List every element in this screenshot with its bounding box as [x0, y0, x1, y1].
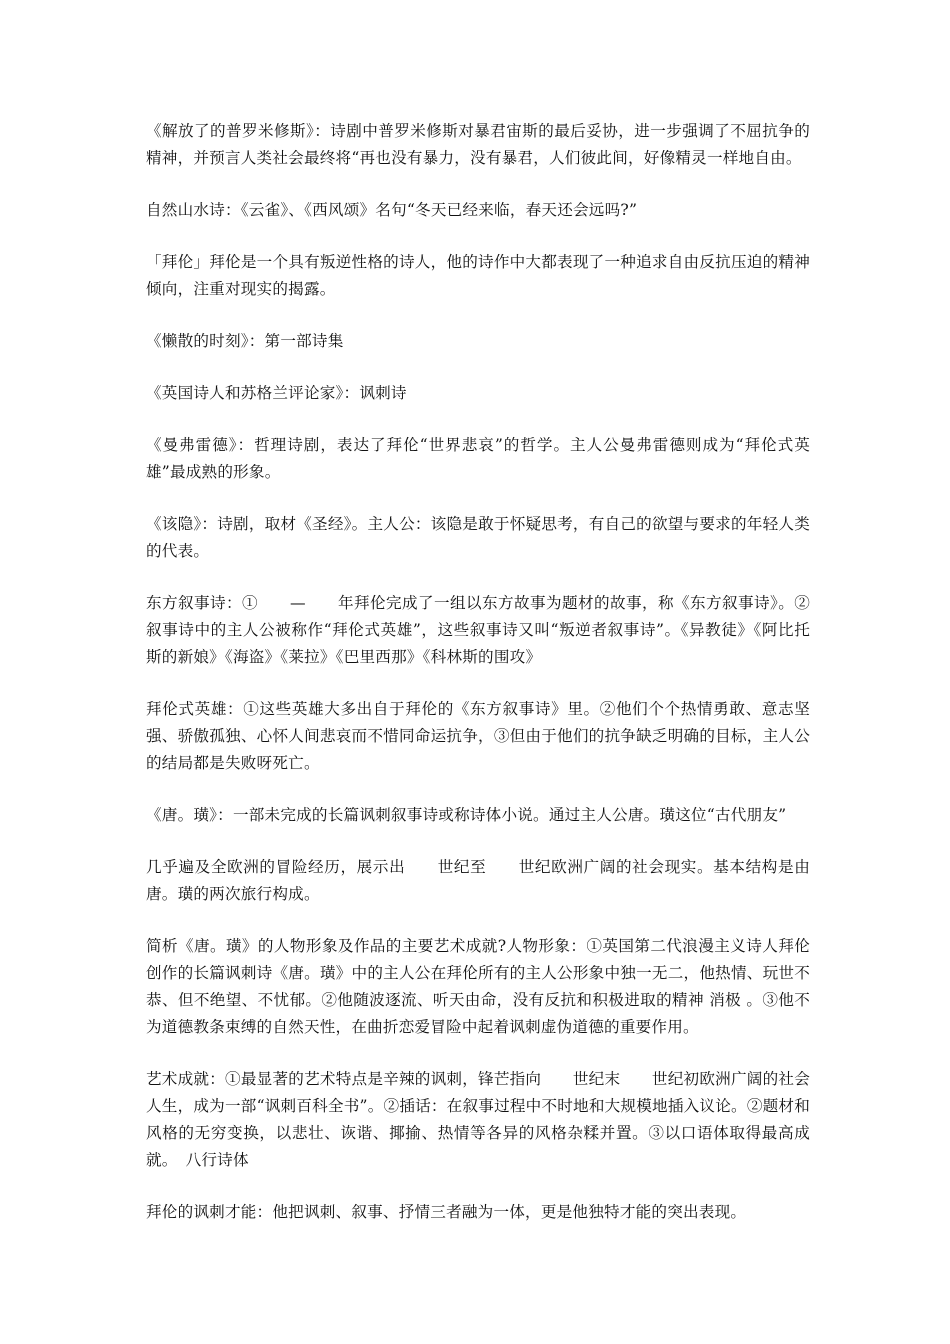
- paragraph-manfred: 《曼弗雷德》：哲理诗剧，表达了拜伦“世界悲哀”的哲学。主人公曼弗雷德则成为“拜伦式英雄”最成熟的形象。: [146, 436, 810, 481]
- paragraph-artistic-achievement: 艺术成就：①最显著的艺术特点是辛辣的讽刺，锋芒指向 世纪末 世纪初欧洲广阔的社会人生，成为一部“讽刺百科全书”。②插话：在叙事过程中不时地和大规模地插入议论。②题材和风格的无穷变换，以悲壮、诙谐、揶揄、热情等各异的风格杂糅并置。③以口语体取得最高成就。 八行诗体: [146, 1070, 810, 1169]
- paragraph-hours-of-idleness: 《懒散的时刻》：第一部诗集: [146, 332, 344, 350]
- document-body: [146, 118, 810, 1251]
- paragraph-don-juan-analysis: 简析《唐。璜》的人物形象及作品的主要艺术成就?人物形象：①英国第二代浪漫主义诗人拜伦创作的长篇讽刺诗《唐。璜》中的主人公在拜伦所有的主人公形象中独一无二，他热情、玩世不恭、但不绝望、不忧郁。②他随波逐流、听天由命，没有反抗和积极进取的精神 消极 。③他不为道德教条束缚的自然天性，在曲折恋爱冒险中起着讽刺虚伪道德的重要作用。: [146, 937, 810, 1036]
- paragraph-don-juan: 《唐。璜》：一部未完成的长篇讽刺叙事诗或称诗体小说。通过主人公唐。璜这位“古代朋友”: [146, 806, 787, 824]
- paragraph-byronic-hero: 拜伦式英雄：①这些英雄大多出自于拜伦的《东方叙事诗》里。②他们个个热情勇敢、意志坚强、骄傲孤独、心怀人间悲哀而不惜同命运抗争，③但由于他们的抗争缺乏明确的目标，主人公的结局都是失败呀死亡。: [146, 700, 810, 772]
- paragraph-satirical-talent: 拜伦的讽刺才能：他把讽刺、叙事、抒情三者融为一体，更是他独特才能的突出表现。: [146, 1203, 747, 1221]
- paragraph-cain: 《该隐》：诗剧，取材《圣经》。主人公：该隐是敢于怀疑思考，有自己的欲望与要求的年轻人类的代表。: [146, 515, 810, 560]
- paragraph-prometheus-unbound: 《解放了的普罗米修斯》：诗剧中普罗米修斯对暴君宙斯的最后妥协，进一步强调了不屈抗争的精神，并预言人类社会最终将“再也没有暴力，没有暴君，人们彼此间，好像精灵一样地自由。: [146, 122, 810, 167]
- paragraph-don-juan-travels: 几乎遍及全欧洲的冒险经历，展示出 世纪至 世纪欧洲广阔的社会现实。基本结构是由唐。璜的两次旅行构成。: [146, 858, 810, 903]
- paragraph-nature-poems: 自然山水诗：《云雀》、《西风颂》名句“冬天已经来临，春天还会远吗?”: [146, 201, 638, 219]
- paragraph-oriental-tales: 东方叙事诗：① — 年拜伦完成了一组以东方故事为题材的故事，称《东方叙事诗》。②叙事诗中的主人公被称作“拜伦式英雄”，这些叙事诗又叫“叛逆者叙事诗”。《异教徒》《阿比托斯的新娘》《海盗》《莱拉》《巴里西那》《科林斯的围攻》: [146, 594, 810, 666]
- paragraph-english-bards: 《英国诗人和苏格兰评论家》：讽刺诗: [146, 384, 407, 402]
- paragraph-byron-intro: 「拜伦」拜伦是一个具有叛逆性格的诗人，他的诗作中大都表现了一种追求自由反抗压迫的精神倾向，注重对现实的揭露。: [146, 253, 810, 298]
